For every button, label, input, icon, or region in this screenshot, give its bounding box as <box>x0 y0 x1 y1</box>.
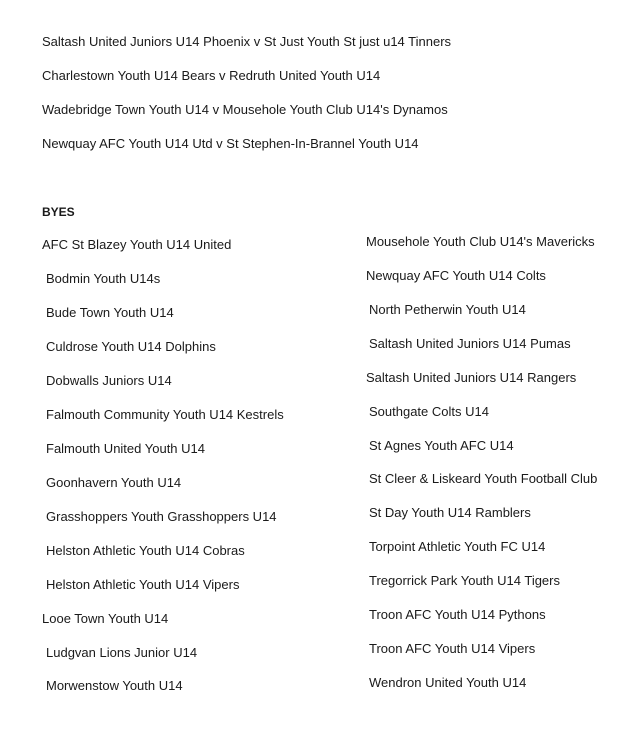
bye-team: Torpoint Athletic Youth FC U14 <box>369 539 546 554</box>
bye-team: North Petherwin Youth U14 <box>369 302 526 317</box>
bye-team: Looe Town Youth U14 <box>42 611 169 626</box>
bye-team: St Agnes Youth AFC U14 <box>369 438 514 453</box>
bye-team: Helston Athletic Youth U14 Vipers <box>46 577 240 592</box>
bye-team: Bude Town Youth U14 <box>46 305 174 320</box>
bye-team: St Day Youth U14 Ramblers <box>369 505 531 520</box>
bye-team: Mousehole Youth Club U14's Mavericks <box>366 234 595 249</box>
bye-team: Bodmin Youth U14s <box>46 271 161 286</box>
bye-team: Southgate Colts U14 <box>369 404 489 419</box>
bye-team: Ludgvan Lions Junior U14 <box>46 645 198 660</box>
bye-team: Falmouth United Youth U14 <box>46 441 205 456</box>
fixture-line: Saltash United Juniors U14 Phoenix v St Just Youth St just u14 Tinners <box>42 34 452 49</box>
byes-heading: BYES <box>42 205 75 219</box>
bye-team: Falmouth Community Youth U14 Kestrels <box>46 407 284 422</box>
bye-team: Saltash United Juniors U14 Rangers <box>366 370 577 385</box>
bye-team: Newquay AFC Youth U14 Colts <box>366 268 546 283</box>
bye-team: AFC St Blazey Youth U14 United <box>42 237 232 252</box>
bye-team: Dobwalls Juniors U14 <box>46 373 172 388</box>
bye-team: Goonhavern Youth U14 <box>46 475 182 490</box>
fixture-line: Wadebridge Town Youth U14 v Mousehole Youth Club U14's Dynamos <box>42 102 448 117</box>
bye-team: Troon AFC Youth U14 Pythons <box>369 607 546 622</box>
bye-team: Morwenstow Youth U14 <box>46 678 183 693</box>
bye-team: Wendron United Youth U14 <box>369 675 527 690</box>
bye-team: Helston Athletic Youth U14 Cobras <box>46 543 245 558</box>
bye-team: Culdrose Youth U14 Dolphins <box>46 339 216 354</box>
bye-team: Saltash United Juniors U14 Pumas <box>369 336 571 351</box>
bye-team: St Cleer & Liskeard Youth Football Club <box>369 471 598 486</box>
bye-team: Troon AFC Youth U14 Vipers <box>369 641 536 656</box>
bye-team: Grasshoppers Youth Grasshoppers U14 <box>46 509 277 524</box>
fixture-line: Newquay AFC Youth U14 Utd v St Stephen-In-Brannel Youth U14 <box>42 136 419 151</box>
fixture-line: Charlestown Youth U14 Bears v Redruth United Youth U14 <box>42 68 381 83</box>
bye-team: Tregorrick Park Youth U14 Tigers <box>369 573 560 588</box>
